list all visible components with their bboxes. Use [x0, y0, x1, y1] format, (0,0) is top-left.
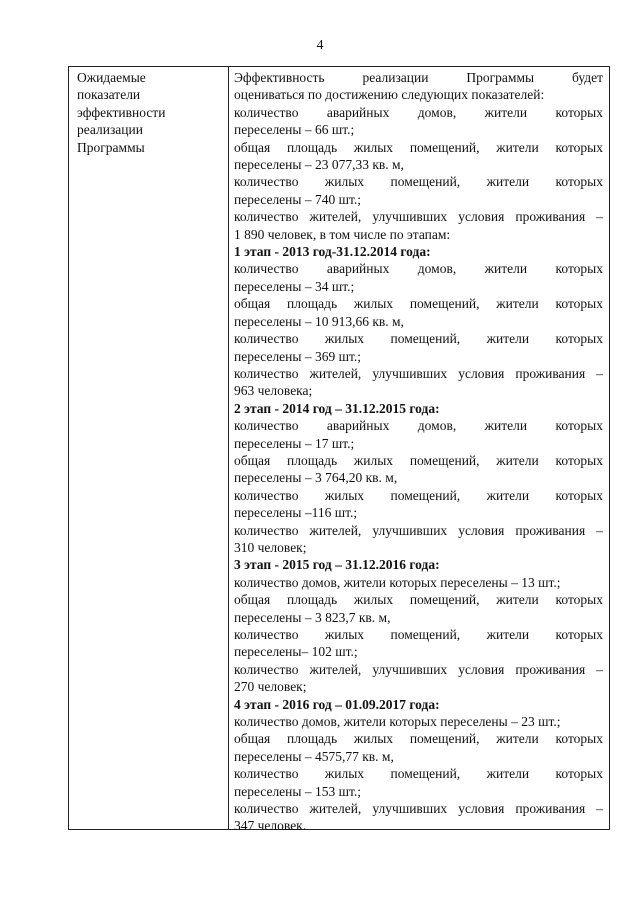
stage-line: переселены – 17 шт.;: [234, 435, 355, 451]
stage-line: 963 человека;: [234, 383, 313, 399]
total-line: количество жилых помещений, жители которых: [234, 174, 603, 190]
stage-line: общая площадь жилых помещений, жители которых: [234, 592, 603, 608]
total-line: переселены – 740 шт.;: [234, 191, 361, 207]
stage-line: общая площадь жилых помещений, жители которых: [234, 731, 603, 747]
stage-line: 310 человек;: [234, 539, 307, 555]
stage-line: количество жителей, улучшивших условия проживания –: [234, 365, 603, 381]
stage-line: количество домов, жители которых переселены – 13 шт.;: [234, 574, 561, 590]
total-line: 1 890 человек, в том числе по этапам:: [234, 226, 451, 242]
label-line: эффективности: [77, 104, 166, 120]
stage-title: 1 этап - 2013 год-31.12.2014 года:: [234, 244, 431, 260]
total-line: переселены – 66 шт.;: [234, 122, 355, 138]
stage-line: переселены – 10 913,66 кв. м,: [234, 313, 404, 329]
label-line: реализации: [77, 122, 143, 138]
stage-line: переселены – 3 764,20 кв. м,: [234, 470, 398, 486]
indicators-table: [68, 66, 610, 834]
label-line: Программы: [77, 139, 145, 155]
intro-line: Эффективность реализации Программы будет: [234, 70, 603, 85]
stage-line: переселены – 153 шт.;: [234, 783, 361, 799]
stage-line: общая площадь жилых помещений, жители которых: [234, 296, 603, 312]
stage-line: количество аварийных домов, жители которых: [234, 418, 603, 434]
total-line: количество жителей, улучшивших условия проживания –: [234, 209, 603, 225]
total-line: общая площадь жилых помещений, жители которых: [234, 139, 603, 155]
table-value-cell: [229, 67, 609, 834]
stage-title: 2 этап - 2014 год – 31.12.2015 года:: [234, 400, 440, 416]
label-line: Ожидаемые: [77, 70, 146, 85]
page-number: 4: [316, 38, 324, 53]
stage-line: переселены – 34 шт.;: [234, 278, 355, 294]
intro-line: оцениваться по достижению следующих показателей:: [234, 87, 545, 103]
stage-line: количество жилых помещений, жители которых: [234, 487, 603, 503]
stage-line: общая площадь жилых помещений, жители которых: [234, 452, 603, 468]
stage-line: переселены– 102 шт.;: [234, 644, 358, 660]
stage-title: 4 этап - 2016 год – 01.09.2017 года:: [234, 696, 440, 712]
stage-line: количество жителей, улучшивших условия проживания –: [234, 661, 603, 677]
stage-line: количество жителей, улучшивших условия проживания –: [234, 801, 603, 817]
stage-title: 3 этап - 2015 год – 31.12.2016 года:: [234, 557, 440, 573]
label-line: показатели: [77, 87, 141, 103]
stage-line: количество жилых помещений, жители которых: [234, 331, 603, 347]
stage-line: количество жилых помещений, жители которых: [234, 627, 603, 642]
stage-line: переселены – 4575,77 кв. м,: [234, 748, 394, 764]
stage-line: 347 человек.: [234, 818, 307, 834]
total-line: переселены – 23 077,33 кв. м,: [234, 157, 404, 173]
stage-line: количество аварийных домов, жители которых: [234, 261, 603, 277]
stage-line: переселены –116 шт.;: [234, 505, 358, 521]
total-line: количество аварийных домов, жители которых: [234, 104, 603, 120]
stage-line: количество жителей, улучшивших условия проживания –: [234, 522, 603, 538]
stage-line: количество жилых помещений, жители которых: [234, 766, 603, 782]
table-label-cell: [69, 67, 229, 829]
stage-line: переселены – 3 823,7 кв. м,: [234, 609, 391, 625]
stage-line: количество домов, жители которых переселены – 23 шт.;: [234, 714, 561, 730]
stage-line: 270 человек;: [234, 679, 307, 695]
stage-line: переселены – 369 шт.;: [234, 348, 361, 364]
